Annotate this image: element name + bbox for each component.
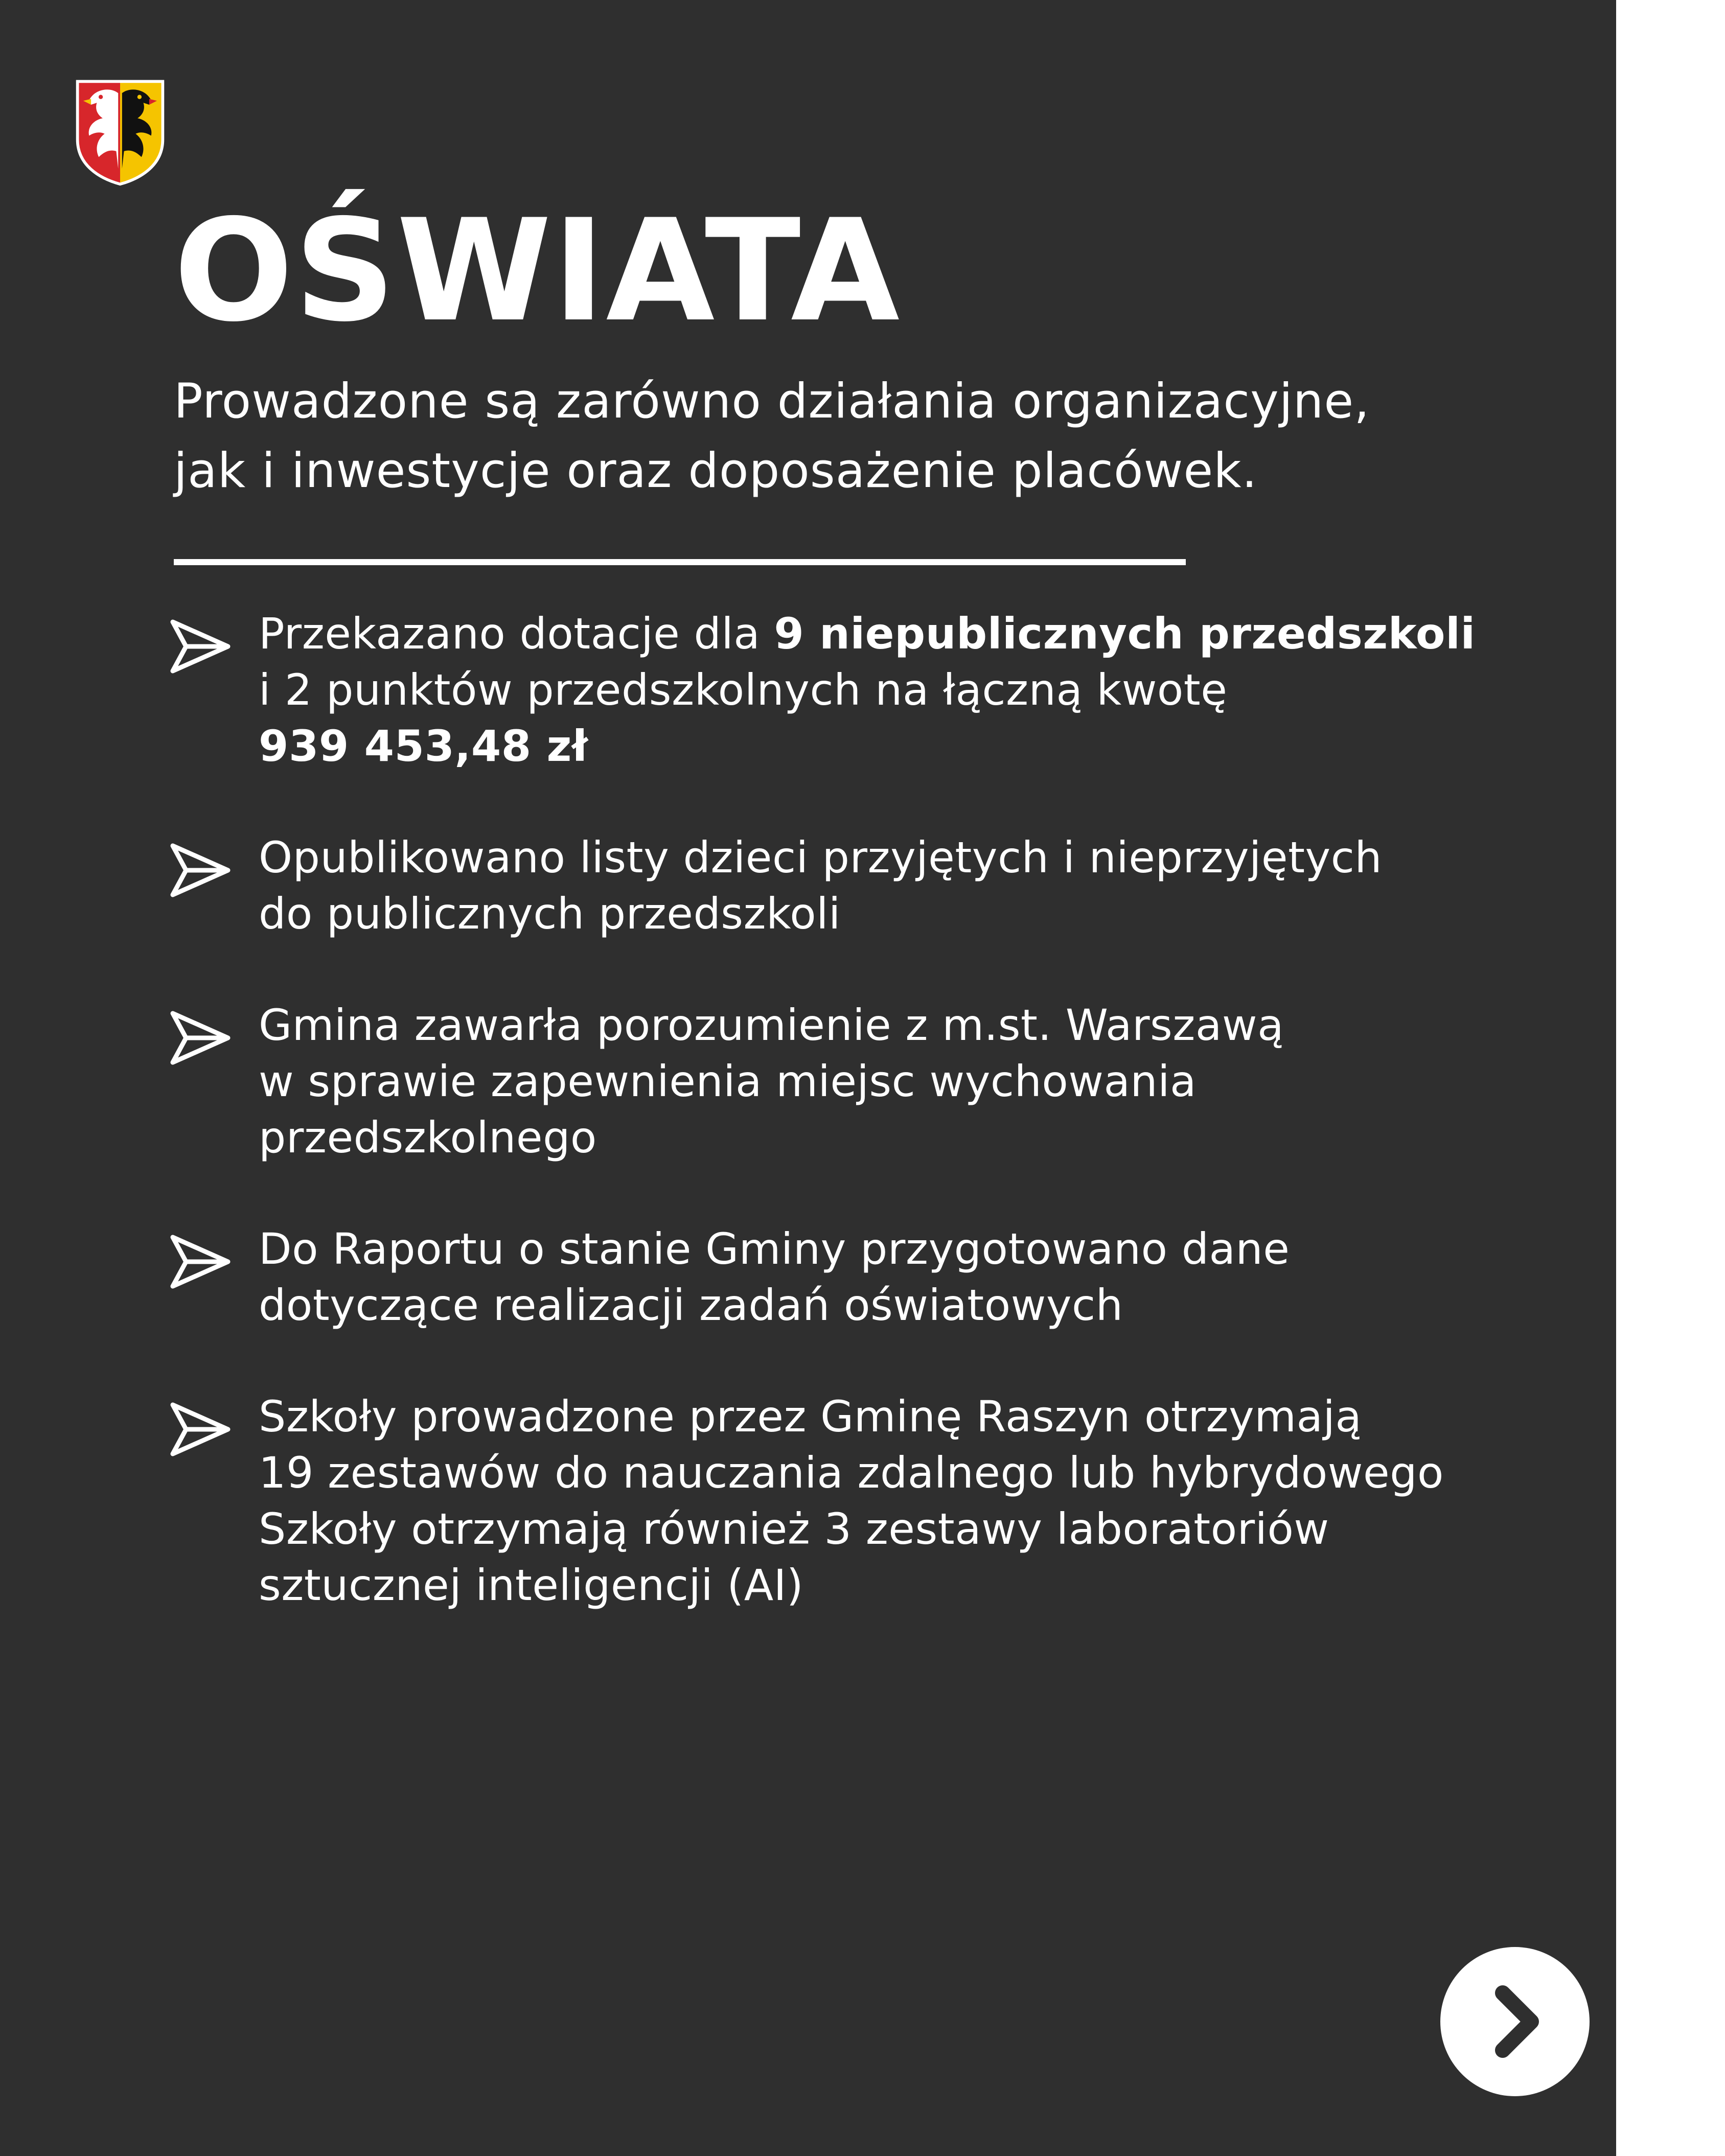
text-segment: w sprawie zapewnienia miejsc wychowania [259, 1056, 1197, 1106]
text-line [259, 609, 1476, 659]
list-item [169, 997, 1579, 1166]
list-item-text [259, 606, 1579, 774]
text-line [259, 889, 841, 939]
text-segment: Opublikowano listy dzieci przyjętych i nieprzyjętych [259, 832, 1383, 883]
send-arrow-icon [169, 1401, 232, 1458]
text-line [259, 665, 1227, 715]
text-line [259, 1224, 1290, 1274]
text-segment: 19 zestawów do nauczania zdalnego lub hybrydowego [259, 1448, 1444, 1498]
list-item-text [259, 829, 1579, 942]
text-segment: sztucznej inteligencji (AI) [259, 1560, 804, 1610]
text-segment: przedszkolnego [259, 1112, 597, 1163]
page-title: OŚWIATA [174, 189, 901, 353]
subtitle-line: jak i inwestycje oraz doposażenie placówek. [174, 443, 1258, 499]
send-arrow-icon [169, 1233, 232, 1290]
list-item [169, 1221, 1579, 1333]
coat-of-arms-icon [72, 76, 169, 187]
text-line [259, 1112, 597, 1163]
text-line [259, 1448, 1444, 1498]
chevron-right-icon [1440, 1947, 1590, 2096]
text-segment: do publicznych przedszkoli [259, 889, 841, 939]
page-subtitle [174, 367, 1554, 506]
text-segment: Przekazano dotacje dla [259, 609, 774, 659]
text-line [259, 1280, 1123, 1330]
text-segment: Do Raportu o stanie Gminy przygotowano dane [259, 1224, 1290, 1274]
text-line [259, 832, 1382, 883]
text-segment: Szkoły prowadzone przez Gminę Raszyn otrzymają [259, 1392, 1362, 1442]
highlight-text: 9 niepublicznych przedszkoli [774, 609, 1476, 659]
text-line [259, 1392, 1362, 1442]
text-line [259, 721, 588, 771]
text-line [259, 1056, 1197, 1106]
highlight-text: 939 453,48 zł [259, 721, 588, 771]
bullet-list [169, 606, 1579, 1668]
list-item [169, 1388, 1579, 1613]
text-segment: i 2 punktów przedszkolnych na łączną kwotę [259, 665, 1228, 715]
text-line [259, 1560, 803, 1610]
text-segment: dotyczące realizacji zadań oświatowych [259, 1280, 1123, 1330]
list-item-text [259, 1221, 1579, 1333]
next-button[interactable] [1440, 1947, 1590, 2096]
send-arrow-icon [169, 618, 232, 675]
divider [174, 559, 1186, 565]
text-line [259, 1504, 1329, 1554]
text-segment: Szkoły otrzymają również 3 zestawy laboratoriów [259, 1504, 1329, 1554]
list-item-text [259, 1388, 1579, 1613]
subtitle-line: Prowadzone są zarówno działania organizacyjne, [174, 374, 1370, 429]
text-segment: Gmina zawarła porozumienie z m.st. Warszawą [259, 1000, 1284, 1050]
text-line [259, 1000, 1284, 1050]
list-item-text [259, 997, 1579, 1166]
list-item [169, 606, 1579, 774]
send-arrow-icon [169, 1009, 232, 1067]
send-arrow-icon [169, 842, 232, 899]
list-item [169, 829, 1579, 942]
